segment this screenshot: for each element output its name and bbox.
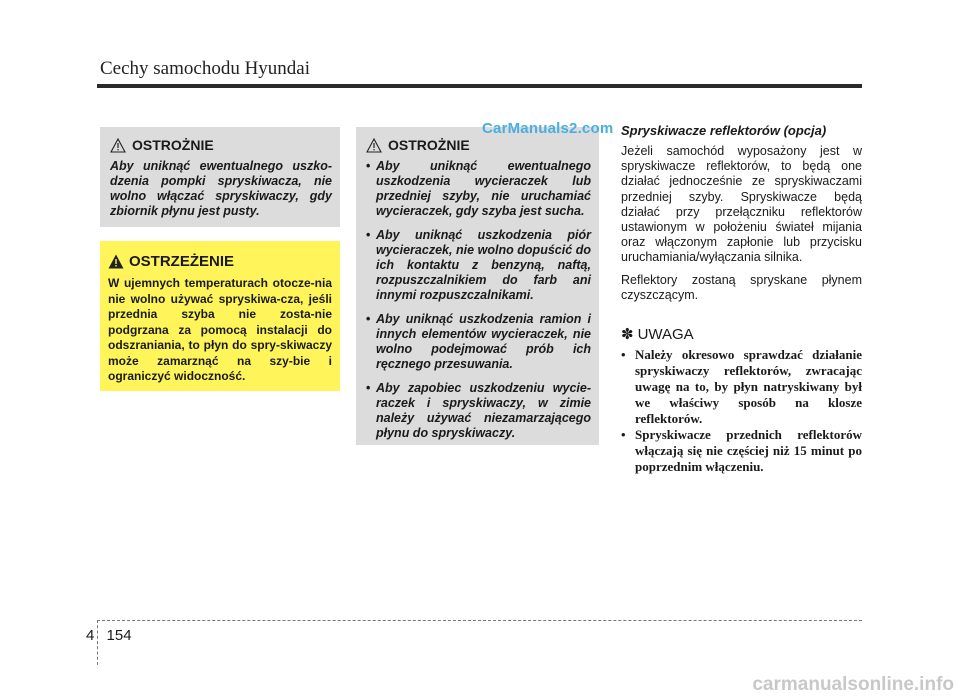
list-item: • Aby uniknąć uszkodzenia ramion i innych elementów wycieraczek, nie wolno podejmować prób ich ręcznego przesuwania. [366,312,591,372]
body-paragraph: Jeżeli samochód wyposażony jest w spryskiwacze reflektorów, to będą one działać jednocześnie ze spryskiwaczami przedniej szyby. Spryskiwacze będą działać przy przełączniku reflektorów ustawionym w położeniu świateł mijania oraz włączonym zapłonie lub przycisku uruchamiania/wyłączania silnika. [621,144,862,265]
warning-heading [108,253,332,270]
warning-triangle-icon [110,138,126,153]
caution-heading [110,137,332,153]
main-content [607,123,862,475]
warning-triangle-icon [366,138,382,153]
page-number-value: 154 [106,627,132,644]
warning-triangle-icon [108,254,124,269]
watermark-site: carmanualsonline.info [752,674,954,695]
caution-box-pump [100,127,340,227]
list-item: • Aby zapobiec uszkodzeniu wycie-raczek i spryskiwaczy, w zimie należy używać niezamarzającego płynu do spryskiwaczy. [366,381,591,441]
warning-box-freezing [100,241,340,391]
page-number [86,627,132,644]
note-heading [621,325,862,343]
note-heading-label: UWAGA [637,325,694,343]
note-list [607,347,862,475]
caution-box-wipers [356,127,599,445]
list-item: • Aby uniknąć ewentualnego uszkodzenia wycieraczek lub przedniej szyby, nie uruchamiać wycieraczek, gdy szyba jest sucha. [366,159,591,219]
asterisk-icon: ✽ [621,326,634,344]
caution-heading [366,137,591,153]
footer-rule [97,620,862,621]
caution-list [366,159,591,441]
chapter-number: 4 [86,627,95,644]
header-rule [97,84,862,88]
warning-text: W ujemnych temperaturach otocze-nia nie wolno używać spryskiwa-cza, jeśli przednia szyba nie zosta-nie podgrzana za pomocą instalacji do odszraniania, to płyn do spry-skiwaczy może zamarznąć na szy-bie i ograniczyć widoczność. [108,276,332,383]
watermark-logo: CarManuals2.com [482,120,614,137]
section-title: Spryskiwacze reflektorów (opcja) [621,123,827,138]
page-header-title: Cechy samochodu Hyundai [100,58,311,79]
caution-heading-label: OSTROŻNIE [388,137,470,153]
list-item: • Należy okresowo sprawdzać działanie spryskiwaczy reflektorów, zwracając uwagę na to, by płyn natryskiwany był we właściwy sposób na klosze reflektorów. [621,347,862,427]
list-item: • Spryskiwacze przednich reflektorów włączają się nie częściej niż 15 minut po poprzednim włączeniu. [621,427,862,475]
warning-heading-label: OSTRZEŻENIE [129,253,235,270]
caution-text: Aby uniknąć ewentualnego uszko-dzenia pompki spryskiwacza, nie wolno włączać spryskiwaczy, gdy zbiornik płynu jest pusty. [110,159,332,218]
caution-heading-label: OSTROŻNIE [132,137,214,153]
list-item: • Aby uniknąć uszkodzenia piór wycieraczek, nie wolno dopuścić do ich kontaktu z benzyną, naftą, rozpuszczalnikiem do farb ani innymi rozpuszczalnikami. [366,228,591,303]
body-paragraph: Reflektory zostaną spryskane płynem czyszczącym. [621,272,862,302]
